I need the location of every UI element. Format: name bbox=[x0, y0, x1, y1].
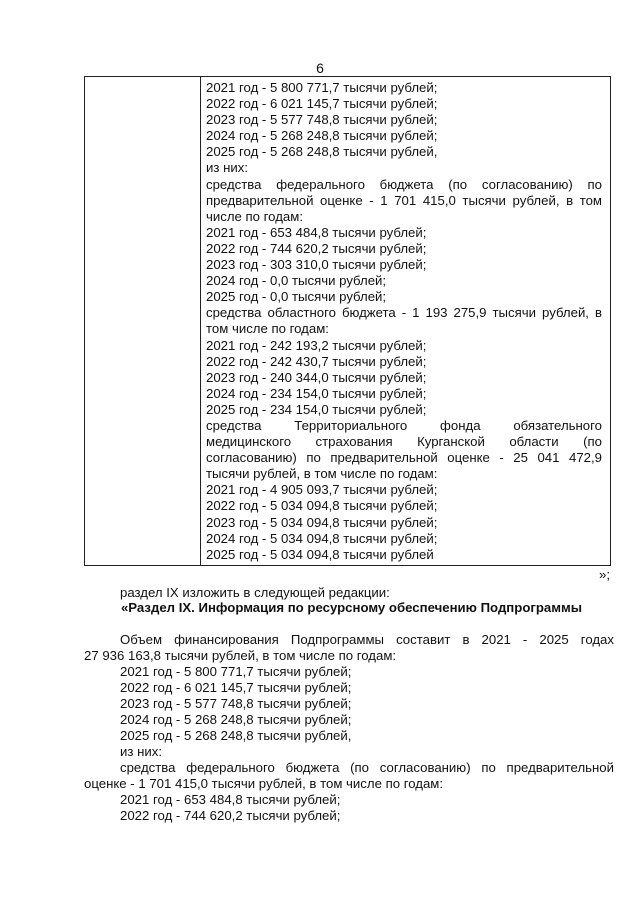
table-line: 2024 год - 234 154,0 тысячи рублей; bbox=[206, 385, 427, 401]
table-line: средства федерального бюджета (по согласованию) по bbox=[206, 176, 602, 192]
table-line: 2025 год - 5 034 094,8 тысячи рублей bbox=[206, 546, 434, 562]
table-line: 2023 год - 303 310,0 тысячи рублей; bbox=[206, 257, 427, 273]
table-line: средства областного бюджета - 1 193 275,9 тысячи рублей, в bbox=[206, 305, 602, 321]
funding-cell bbox=[206, 80, 602, 563]
year-line: 2022 год - 6 021 145,7 тысячи рублей; bbox=[120, 680, 352, 695]
table-line: 2022 год - 5 034 094,8 тысячи рублей; bbox=[206, 498, 438, 514]
paragraph-line: из них: bbox=[120, 744, 162, 759]
section-heading: «Раздел IX. Информация по ресурсному обеспечению Подпрограммы bbox=[120, 600, 583, 615]
year-line: 2021 год - 653 484,8 тысячи рублей; bbox=[120, 792, 341, 807]
funding-table bbox=[84, 76, 611, 566]
year-line: 2024 год - 5 268 248,8 тысячи рублей; bbox=[120, 712, 352, 727]
table-line: 2024 год - 0,0 тысячи рублей; bbox=[206, 273, 387, 289]
table-line: числе по годам: bbox=[206, 208, 303, 224]
table-line: средства Территориального фонда обязательного bbox=[206, 417, 602, 433]
table-line: 2025 год - 0,0 тысячи рублей; bbox=[206, 289, 387, 305]
closing-quote: »; bbox=[599, 567, 610, 582]
section-body bbox=[84, 632, 614, 824]
table-line: 2021 год - 653 484,8 тысячи рублей; bbox=[206, 224, 427, 240]
table-line: 2022 год - 242 430,7 тысячи рублей; bbox=[206, 353, 427, 369]
table-line: 2021 год - 4 905 093,7 тысячи рублей; bbox=[206, 482, 438, 498]
year-line: 2025 год - 5 268 248,8 тысячи рублей, bbox=[120, 728, 352, 743]
table-line: 2024 год - 5 268 248,8 тысячи рублей; bbox=[206, 128, 438, 144]
paragraph-line: 27 936 163,8 тысячи рублей, в том числе по годам: bbox=[84, 648, 397, 663]
table-line: 2025 год - 5 268 248,8 тысячи рублей, bbox=[206, 144, 438, 160]
paragraph-line: оценке - 1 701 415,0 тысячи рублей, в том числе по годам: bbox=[84, 776, 444, 791]
table-line: тысячи рублей, в том числе по годам: bbox=[206, 466, 438, 482]
table-line: 2022 год - 744 620,2 тысячи рублей; bbox=[206, 240, 427, 256]
table-line: 2022 год - 6 021 145,7 тысячи рублей; bbox=[206, 96, 438, 112]
year-line: 2021 год - 5 800 771,7 тысячи рублей; bbox=[120, 664, 352, 679]
table-line: 2023 год - 5 034 094,8 тысячи рублей; bbox=[206, 514, 438, 530]
column-divider bbox=[200, 77, 201, 565]
table-line: 2021 год - 5 800 771,7 тысячи рублей; bbox=[206, 80, 438, 95]
year-line: 2022 год - 744 620,2 тысячи рублей; bbox=[120, 808, 341, 823]
table-line: предварительной оценке - 1 701 415,0 тысячи рублей, в том bbox=[206, 192, 602, 208]
paragraph-line: средства федерального бюджета (по согласованию) по предварительной bbox=[120, 760, 614, 775]
amendment-instruction: раздел IX изложить в следующей редакции: bbox=[120, 585, 390, 600]
table-line: 2023 год - 5 577 748,8 тысячи рублей; bbox=[206, 112, 438, 128]
year-line: 2023 год - 5 577 748,8 тысячи рублей; bbox=[120, 696, 352, 711]
table-line: 2021 год - 242 193,2 тысячи рублей; bbox=[206, 337, 427, 353]
table-line: 2025 год - 234 154,0 тысячи рублей; bbox=[206, 401, 427, 417]
table-line: из них: bbox=[206, 160, 248, 176]
table-line: том числе по годам: bbox=[206, 321, 329, 337]
table-line: 2024 год - 5 034 094,8 тысячи рублей; bbox=[206, 530, 438, 546]
table-line: 2023 год - 240 344,0 тысячи рублей; bbox=[206, 369, 427, 385]
table-line: согласованию) по предварительной оценке - 25 041 472,9 bbox=[206, 450, 602, 466]
table-line: медицинского страхования Курганской области (по bbox=[206, 434, 602, 450]
page-number: 6 bbox=[316, 60, 324, 76]
paragraph-line: Объем финансирования Подпрограммы составит в 2021 - 2025 годах bbox=[120, 632, 614, 647]
